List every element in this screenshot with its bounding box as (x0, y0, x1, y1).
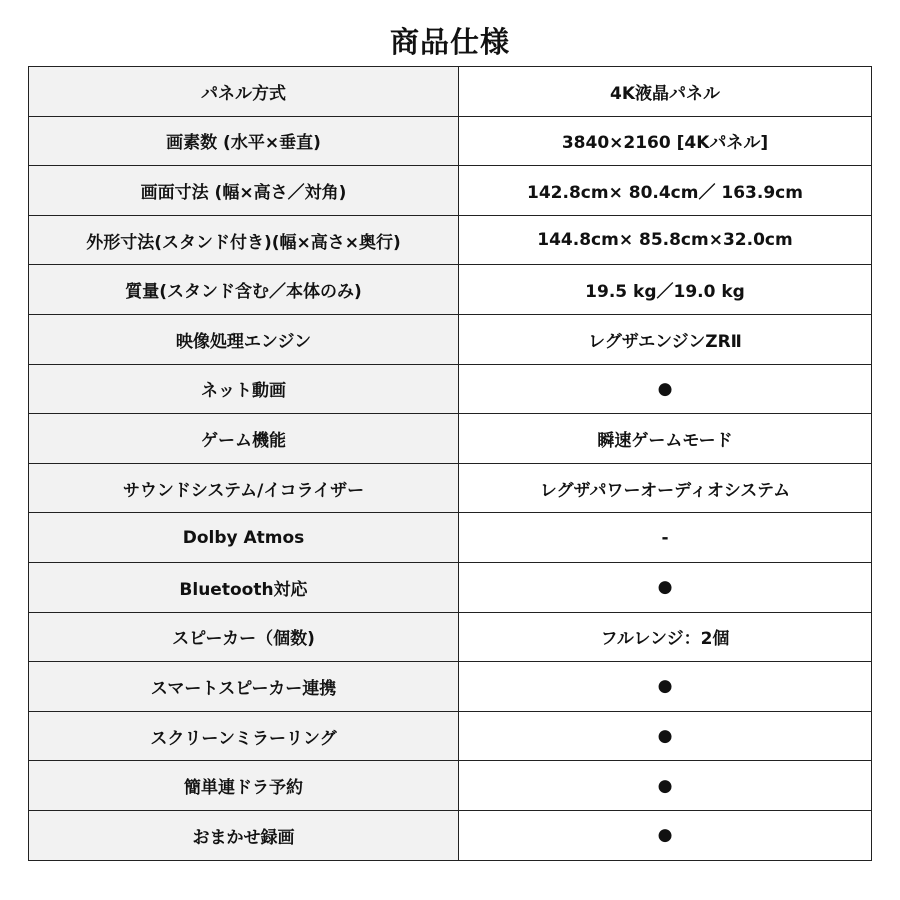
table-row (29, 761, 872, 811)
spec-label: パネル方式 (29, 67, 459, 117)
spec-label: ネット動画 (29, 364, 459, 414)
table-row (29, 662, 872, 712)
spec-value: - (459, 513, 872, 563)
spec-label: ゲーム機能 (29, 414, 459, 464)
spec-value: ● (459, 562, 872, 612)
spec-value: レグザパワーオーディオシステム (459, 463, 872, 513)
spec-value: 瞬速ゲームモード (459, 414, 872, 464)
table-row (29, 314, 872, 364)
table-row (29, 810, 872, 860)
spec-value: ● (459, 711, 872, 761)
table-row (29, 513, 872, 563)
table-row (29, 166, 872, 216)
spec-label: スクリーンミラーリング (29, 711, 459, 761)
table-row (29, 265, 872, 315)
table-row (29, 364, 872, 414)
table-row (29, 67, 872, 117)
page-title: 商品仕様 (389, 25, 510, 59)
table-row (29, 215, 872, 265)
spec-value: ● (459, 761, 872, 811)
spec-label: 外形寸法(スタンド付き)(幅×高さ×奥行) (29, 215, 459, 265)
spec-label: 簡単連ドラ予約 (29, 761, 459, 811)
spec-value: 4K液晶パネル (459, 67, 872, 117)
spec-value: ● (459, 364, 872, 414)
spec-label: Dolby Atmos (29, 513, 459, 563)
spec-label: Bluetooth対応 (29, 562, 459, 612)
table-row (29, 414, 872, 464)
spec-value: 3840×2160 [4Kパネル] (459, 116, 872, 166)
spec-label: 画面寸法 (幅×高さ／対角) (29, 166, 459, 216)
spec-value: 142.8cm× 80.4cm／ 163.9cm (459, 166, 872, 216)
table-row (29, 612, 872, 662)
spec-label: おまかせ録画 (29, 810, 459, 860)
spec-table (28, 66, 872, 861)
table-row (29, 116, 872, 166)
spec-value: ● (459, 810, 872, 860)
spec-value: 19.5 kg／19.0 kg (459, 265, 872, 315)
table-row (29, 562, 872, 612)
spec-value: フルレンジ：2個 (459, 612, 872, 662)
spec-label: 画素数 (水平×垂直) (29, 116, 459, 166)
spec-label: 質量(スタンド含む／本体のみ) (29, 265, 459, 315)
table-row (29, 711, 872, 761)
spec-label: サウンドシステム/イコライザー (29, 463, 459, 513)
spec-label: スマートスピーカー連携 (29, 662, 459, 712)
spec-value: 144.8cm× 85.8cm×32.0cm (459, 215, 872, 265)
spec-label: スピーカー（個数) (29, 612, 459, 662)
spec-value: ● (459, 662, 872, 712)
table-row (29, 463, 872, 513)
spec-label: 映像処理エンジン (29, 314, 459, 364)
spec-value: レグザエンジンZRⅡ (459, 314, 872, 364)
